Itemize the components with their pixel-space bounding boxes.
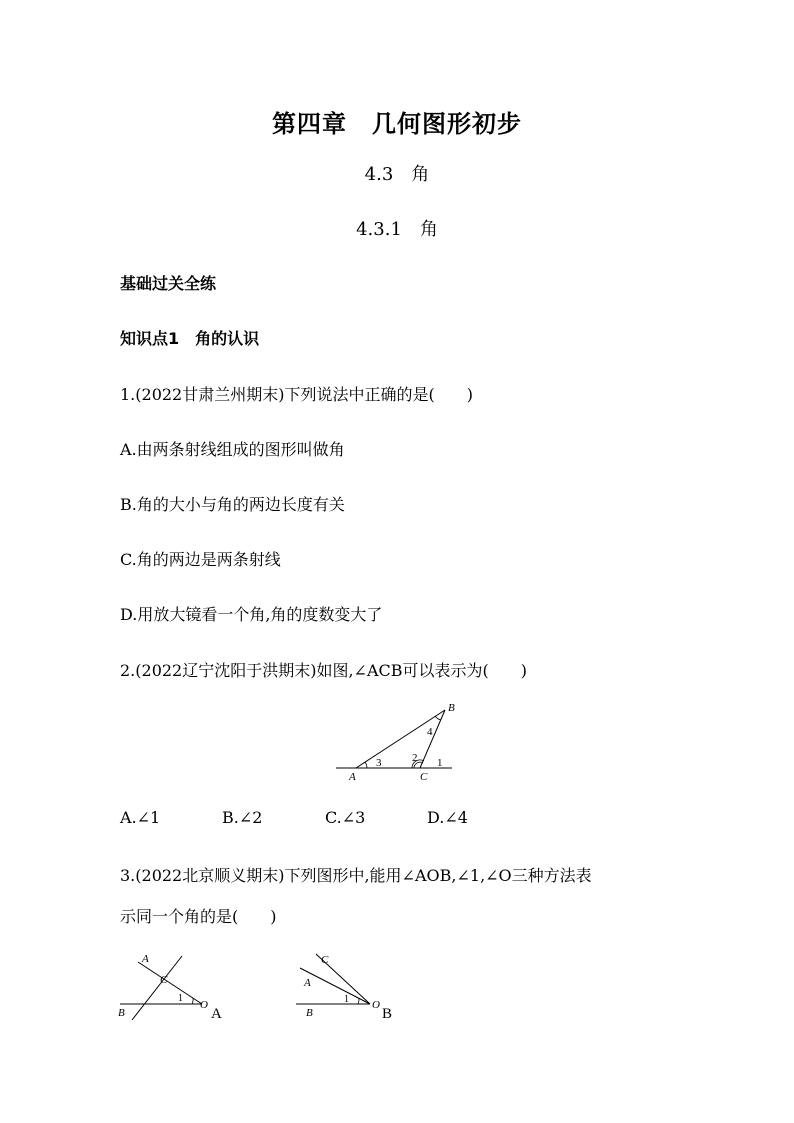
question-2-figure <box>330 698 460 788</box>
question-1-option-a: A.由两条射线组成的图形叫做角 <box>120 440 345 459</box>
figure-label-c: C <box>420 771 428 783</box>
subsection-title: 4.3.1 角 <box>356 219 438 240</box>
question-2-option-b: B.∠2 <box>222 808 263 827</box>
fig-b-angle-1: 1 <box>344 994 349 1005</box>
question-2-option-a: A.∠1 <box>120 808 161 827</box>
figure-angle-3: 3 <box>376 757 382 769</box>
question-1-option-d: D.用放大镜看一个角,角的度数变大了 <box>120 605 383 624</box>
figure-label-a: A <box>349 771 356 783</box>
knowledge-point-heading: 知识点1 角的认识 <box>120 329 260 348</box>
question-3-stem-line-2: 示同一个角的是( ) <box>120 907 277 926</box>
question-3-figure-a <box>112 948 232 1028</box>
figure-angle-4: 4 <box>427 726 433 738</box>
fig-b-label-c: C <box>321 954 329 966</box>
question-2-stem: 2.(2022辽宁沈阳于洪期末)如图,∠ACB可以表示为( ) <box>120 661 528 680</box>
question-3-stem-line-1: 3.(2022北京顺义期末)下列图形中,能用∠AOB,∠1,∠O三种方法表 <box>120 866 592 885</box>
fig-a-angle-1: 1 <box>178 993 183 1004</box>
fig-a-label-b: B <box>118 1007 125 1019</box>
question-1-stem: 1.(2022甘肃兰州期末)下列说法中正确的是( ) <box>120 385 473 404</box>
question-2-option-d: D.∠4 <box>427 808 468 827</box>
section-title: 4.3 角 <box>364 164 430 185</box>
question-1-option-b: B.角的大小与角的两边长度有关 <box>120 495 345 514</box>
exercise-heading: 基础过关全练 <box>120 274 217 293</box>
fig-b-caption: B <box>382 1006 393 1022</box>
question-1-option-c: C.角的两边是两条射线 <box>120 550 281 569</box>
fig-a-caption: A <box>211 1006 222 1022</box>
figure-angle-2: 2 <box>412 752 418 764</box>
question-2-option-c: C.∠3 <box>325 808 366 827</box>
question-3-figure-b <box>288 948 408 1028</box>
fig-b-label-o: O <box>372 999 380 1011</box>
fig-a-label-a: A <box>142 953 149 965</box>
fig-a-label-c: C <box>160 974 168 986</box>
figure-label-b: B <box>448 702 455 714</box>
fig-b-label-a: A <box>304 977 311 989</box>
figure-angle-1: 1 <box>437 757 443 769</box>
chapter-title: 第四章 几何图形初步 <box>272 110 522 138</box>
fig-b-label-b: B <box>306 1007 313 1019</box>
fig-a-label-o: O <box>200 999 208 1011</box>
